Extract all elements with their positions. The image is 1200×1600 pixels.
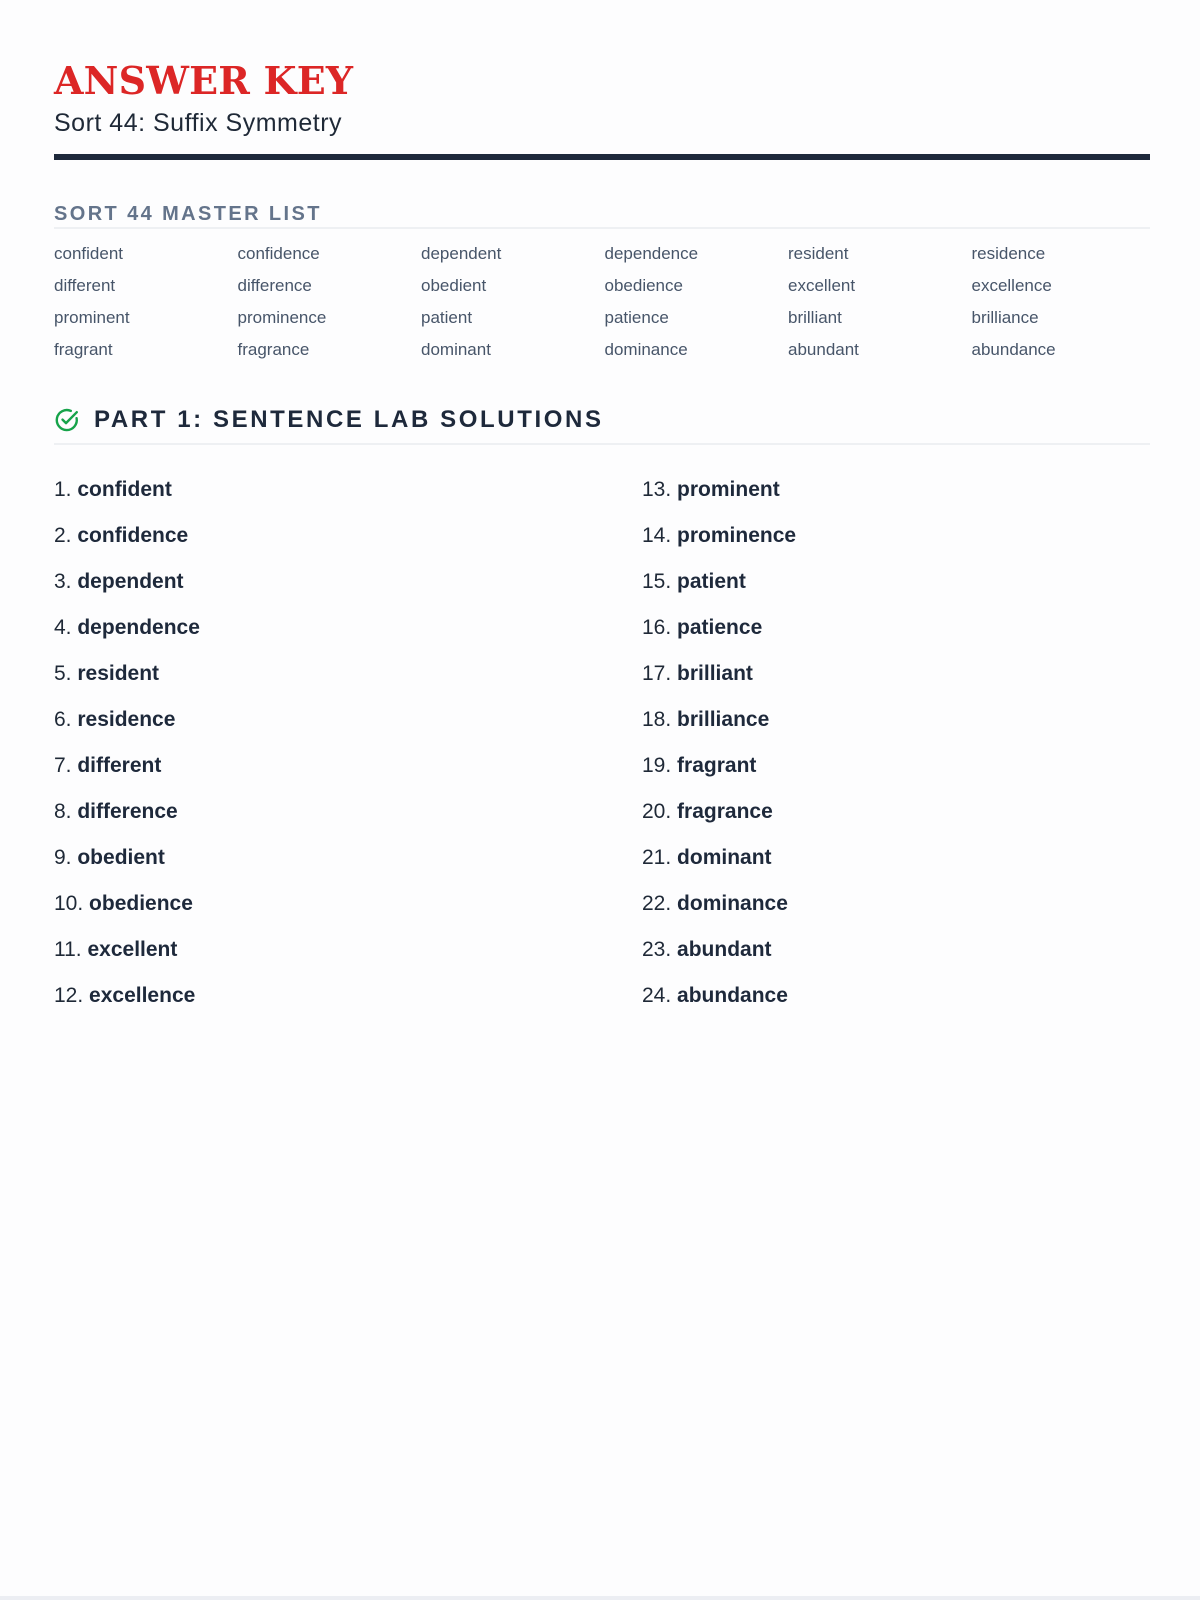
answers-column-left [54, 475, 574, 1027]
answer-number: 14. [642, 524, 672, 547]
answer-word: patient [677, 570, 746, 593]
master-word: excellence [971, 276, 1052, 295]
page-subtitle: Sort 44: Suffix Symmetry [54, 109, 343, 137]
answer-number: 1. [54, 478, 72, 501]
master-word: resident [788, 244, 849, 263]
answer-number: 9. [54, 846, 72, 869]
answer-word: prominence [677, 524, 797, 547]
answer-number: 2. [54, 524, 72, 547]
part1-heading: PART 1: SENTENCE LAB SOLUTIONS [94, 406, 604, 433]
answer-word: residence [77, 708, 176, 731]
answer-word: excellence [89, 984, 196, 1007]
answer-item [642, 981, 1162, 1027]
master-word: dominant [421, 340, 491, 359]
answer-item [54, 475, 574, 521]
answer-word: abundant [677, 938, 772, 961]
answer-word: dependence [77, 616, 200, 639]
answer-item [54, 981, 574, 1027]
master-word: difference [237, 276, 312, 295]
answer-item [642, 751, 1162, 797]
answer-number: 12. [54, 984, 84, 1007]
master-word: abundance [971, 340, 1056, 359]
answer-word: dependent [77, 570, 184, 593]
answer-item [642, 475, 1162, 521]
answer-word: resident [77, 662, 160, 685]
master-list-heading: SORT 44 MASTER LIST [54, 203, 322, 225]
master-word: obedience [604, 276, 683, 295]
page-title: ANSWER KEY [54, 58, 354, 103]
answer-item [642, 843, 1162, 889]
answer-item [642, 889, 1162, 935]
answer-word: difference [77, 800, 178, 823]
answer-number: 19. [642, 754, 672, 777]
answer-item [54, 705, 574, 751]
master-word: dependent [421, 244, 502, 263]
answer-item [54, 843, 574, 889]
answer-word: excellent [87, 938, 178, 961]
answer-item [642, 567, 1162, 613]
answer-item [54, 659, 574, 705]
master-word: dominance [604, 340, 688, 359]
answer-number: 24. [642, 984, 672, 1007]
answer-item [642, 935, 1162, 981]
master-word: patient [421, 308, 473, 327]
answer-item [642, 797, 1162, 843]
answer-item [642, 659, 1162, 705]
answer-item [54, 521, 574, 567]
answer-number: 6. [54, 708, 72, 731]
answer-word: fragrance [677, 800, 773, 823]
master-word: prominent [54, 308, 130, 327]
answer-number: 3. [54, 570, 72, 593]
answer-number: 5. [54, 662, 72, 685]
master-word: confidence [237, 244, 320, 263]
master-word: fragrance [237, 340, 310, 359]
answer-number: 11. [54, 938, 82, 961]
master-word: obedient [421, 276, 487, 295]
answer-word: obedience [89, 892, 193, 915]
master-word: brilliance [971, 308, 1039, 327]
answer-word: confidence [77, 524, 189, 547]
answer-number: 17. [642, 662, 672, 685]
answer-item [54, 889, 574, 935]
check-circle-icon [54, 407, 80, 433]
answer-number: 21. [642, 846, 672, 869]
master-word: fragrant [54, 340, 113, 359]
master-word: residence [971, 244, 1046, 263]
master-word: prominence [237, 308, 327, 327]
answer-item [54, 935, 574, 981]
answer-number: 7. [54, 754, 72, 777]
answer-number: 20. [642, 800, 672, 823]
header-divider [54, 154, 1150, 160]
master-word: brilliant [788, 308, 842, 327]
answer-number: 22. [642, 892, 672, 915]
answer-word: prominent [677, 478, 780, 501]
answer-item [54, 797, 574, 843]
master-word-grid [54, 243, 1150, 371]
answer-number: 15. [642, 570, 672, 593]
answer-item [54, 751, 574, 797]
master-word: abundant [788, 340, 859, 359]
answer-number: 23. [642, 938, 672, 961]
answer-number: 13. [642, 478, 672, 501]
answer-word: fragrant [677, 754, 757, 777]
master-word: dependence [604, 244, 699, 263]
master-word: patience [604, 308, 669, 327]
answers-column-right [642, 475, 1162, 1027]
answer-word: patience [677, 616, 763, 639]
master-word: excellent [788, 276, 856, 295]
answer-item [642, 521, 1162, 567]
answer-item [54, 567, 574, 613]
master-list-divider [54, 227, 1150, 229]
answer-number: 18. [642, 708, 672, 731]
part1-divider [54, 443, 1150, 445]
master-word: confident [54, 244, 123, 263]
answer-number: 16. [642, 616, 672, 639]
answer-word: brilliance [677, 708, 770, 731]
answer-number: 8. [54, 800, 72, 823]
answer-number: 10. [54, 892, 84, 915]
answer-word: brilliant [677, 662, 753, 685]
answer-item [54, 613, 574, 659]
part1-heading-row [54, 405, 604, 435]
answer-word: dominance [677, 892, 788, 915]
answer-item [642, 705, 1162, 751]
answer-word: different [77, 754, 162, 777]
answer-number: 4. [54, 616, 72, 639]
answer-word: confident [77, 478, 172, 501]
answer-word: dominant [677, 846, 772, 869]
answer-word: abundance [677, 984, 788, 1007]
master-word: different [54, 276, 116, 295]
answer-word: obedient [77, 846, 165, 869]
answer-item [642, 613, 1162, 659]
